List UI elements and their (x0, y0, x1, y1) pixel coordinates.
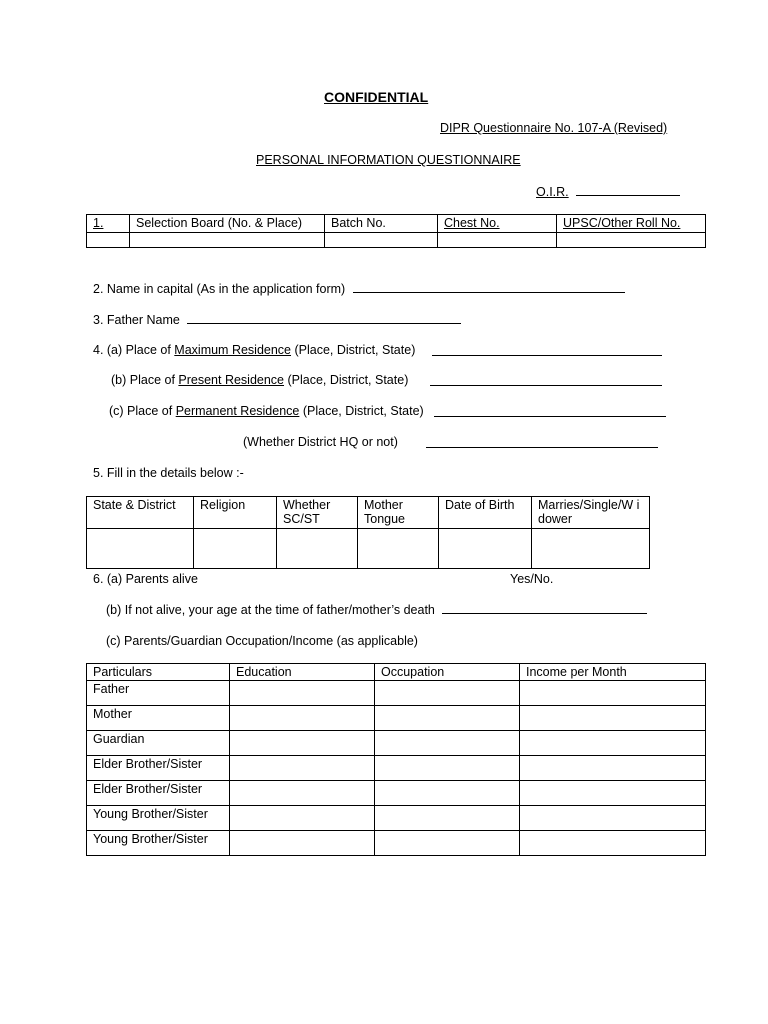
table-cell[interactable] (230, 781, 375, 806)
table-cell[interactable] (520, 781, 706, 806)
table-cell[interactable] (87, 529, 194, 569)
table-cell[interactable] (230, 831, 375, 856)
table-row (87, 731, 706, 756)
table-header-cell: State & District (87, 497, 194, 529)
row-label: Mother (87, 706, 230, 731)
q4b-label (111, 373, 408, 387)
table-cell[interactable] (375, 806, 520, 831)
row-label: Young Brother/Sister (87, 831, 230, 856)
q4a-underlined: Maximum Residence (174, 343, 292, 357)
q2-blank[interactable] (353, 281, 625, 293)
table-cell[interactable] (230, 806, 375, 831)
table-cell[interactable] (520, 831, 706, 856)
q4a-suffix: (Place, District, State) (291, 343, 416, 357)
table-header-cell: Occupation (375, 664, 520, 681)
table-row (87, 233, 706, 248)
q4c-underlined: Permanent Residence (175, 404, 300, 418)
table-cell[interactable] (520, 731, 706, 756)
table-header-cell: Particulars (87, 664, 230, 681)
table-header-cell: UPSC/Other Roll No. (557, 215, 706, 233)
row-label: Elder Brother/Sister (87, 781, 230, 806)
q4a-prefix: 4. (a) Place of (93, 343, 175, 357)
table-cell[interactable] (358, 529, 439, 569)
table-row (87, 756, 706, 781)
table-cell[interactable] (520, 706, 706, 731)
table-cell[interactable] (230, 731, 375, 756)
q6b-label: (b) If not alive, your age at the time of father/mother’s death (106, 603, 435, 617)
table-row (87, 529, 650, 569)
table-cell[interactable] (520, 681, 706, 706)
q3-label: 3. Father Name (93, 313, 180, 327)
q2-label: 2. Name in capital (As in the application form) (93, 282, 346, 296)
q4d-blank[interactable] (426, 436, 658, 448)
table-row (87, 806, 706, 831)
q6b-blank[interactable] (442, 602, 647, 614)
table-cell[interactable] (438, 233, 557, 248)
table-cell[interactable] (439, 529, 532, 569)
table-row (87, 831, 706, 856)
table-header-cell: Mother Tongue (358, 497, 439, 529)
table-cell[interactable] (375, 681, 520, 706)
q4a-blank[interactable] (432, 344, 662, 356)
q6a-label: 6. (a) Parents alive (93, 572, 198, 586)
q4b-underlined: Present Residence (178, 373, 285, 387)
oir-blank[interactable] (576, 184, 680, 196)
table-cell[interactable] (375, 706, 520, 731)
table-cell[interactable] (230, 681, 375, 706)
q6c-label: (c) Parents/Guardian Occupation/Income (as applicable) (106, 634, 418, 648)
form-title: PERSONAL INFORMATION QUESTIONNAIRE (256, 153, 521, 167)
confidential-heading: CONFIDENTIAL (324, 89, 429, 105)
occupation-table (86, 663, 706, 856)
oir-label: O.I.R. (536, 185, 569, 199)
row-label: Father (87, 681, 230, 706)
table-cell[interactable] (375, 781, 520, 806)
questionnaire-number: DIPR Questionnaire No. 107-A (Revised) (440, 121, 668, 135)
q3-blank[interactable] (187, 312, 461, 324)
table-header-cell: Chest No. (438, 215, 557, 233)
table-header-cell: Selection Board (No. & Place) (130, 215, 325, 233)
table-row (87, 664, 706, 681)
q3-field (93, 312, 461, 327)
q4c-label (109, 404, 424, 418)
q4a-label (93, 343, 415, 357)
q4d-label: (Whether District HQ or not) (243, 435, 398, 449)
table-cell[interactable] (194, 529, 277, 569)
table-header-cell: Income per Month (520, 664, 706, 681)
table-cell[interactable] (325, 233, 438, 248)
q6b-field (106, 602, 647, 617)
table-header-cell: Date of Birth (439, 497, 532, 529)
table-header-cell: Education (230, 664, 375, 681)
row-label: Young Brother/Sister (87, 806, 230, 831)
table-header-cell: Batch No. (325, 215, 438, 233)
table-row (87, 215, 706, 233)
q4b-suffix: (Place, District, State) (284, 373, 409, 387)
table-header-cell: 1. (87, 215, 130, 233)
table-row (87, 497, 650, 529)
table-cell[interactable] (87, 233, 130, 248)
table-cell[interactable] (230, 706, 375, 731)
table-header-cell: Marries/Single/W idower (532, 497, 650, 529)
table-cell[interactable] (230, 756, 375, 781)
table-row (87, 706, 706, 731)
q5-label: 5. Fill in the details below :- (93, 466, 244, 480)
table-cell[interactable] (375, 756, 520, 781)
table-cell[interactable] (375, 831, 520, 856)
table-cell[interactable] (277, 529, 358, 569)
oir-field (536, 184, 680, 199)
table-cell[interactable] (520, 756, 706, 781)
selection-board-table (86, 214, 706, 248)
q2-field (93, 281, 625, 296)
table-cell[interactable] (557, 233, 706, 248)
row-label: Guardian (87, 731, 230, 756)
table-row (87, 681, 706, 706)
q4c-blank[interactable] (434, 405, 666, 417)
table-cell[interactable] (520, 806, 706, 831)
table-cell[interactable] (375, 731, 520, 756)
q4b-blank[interactable] (430, 374, 662, 386)
table-header-cell: Whether SC/ST (277, 497, 358, 529)
q4c-prefix: (c) Place of (109, 404, 176, 418)
table-cell[interactable] (130, 233, 325, 248)
q4b-prefix: (b) Place of (111, 373, 179, 387)
table-header-cell: Religion (194, 497, 277, 529)
row-label: Elder Brother/Sister (87, 756, 230, 781)
q4c-suffix: (Place, District, State) (299, 404, 424, 418)
q6a-answer[interactable]: Yes/No. (510, 572, 554, 586)
table-row (87, 781, 706, 806)
details-table (86, 496, 650, 569)
table-cell[interactable] (532, 529, 650, 569)
